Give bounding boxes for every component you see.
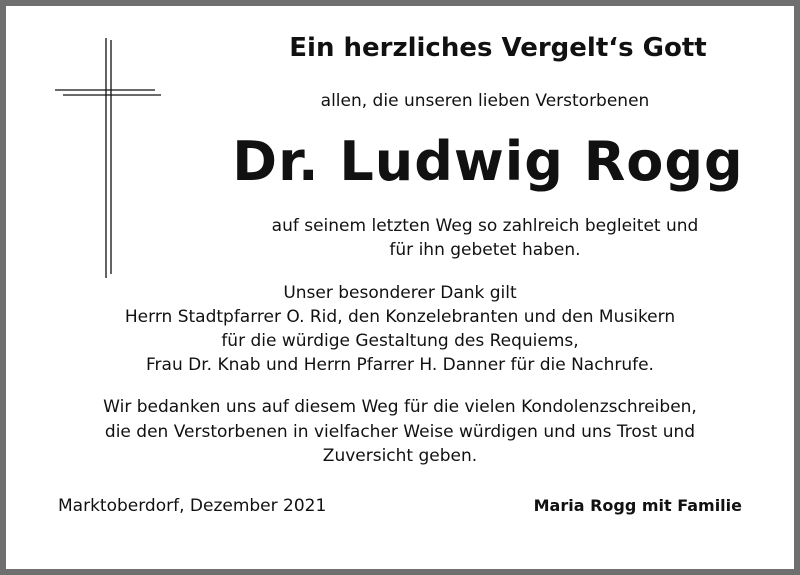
place-and-date: Marktoberdorf, Dezember 2021 <box>58 496 327 516</box>
family-signature: Maria Rogg mit Familie <box>533 496 742 515</box>
thanks-line-4: Frau Dr. Knab und Herrn Pfarrer H. Danner für die Nachrufe. <box>146 355 654 375</box>
follow-line-2: für ihn gebetet haben. <box>389 240 581 260</box>
condolences-line-2: die den Verstorbenen in vielfacher Weise würdigen und uns Trost und <box>104 422 696 442</box>
follow-line-1: auf seinem letzten Weg so zahlreich begleitet und <box>271 216 699 236</box>
deceased-name: Dr. Ludwig Rogg <box>232 130 744 193</box>
notice-heading: Ein herzliches Vergelt‘s Gott <box>289 33 707 63</box>
thanks-line-2: Herrn Stadtpfarrer O. Rid, den Konzelebranten und den Musikern <box>124 307 676 327</box>
condolences-line-3: Zuversicht geben. <box>322 446 478 466</box>
notice-intro: allen, die unseren lieben Verstorbenen <box>320 91 650 111</box>
thanks-line-1: Unser besonderer Dank gilt <box>283 283 517 303</box>
thanks-line-3: für die würdige Gestaltung des Requiems, <box>221 331 579 351</box>
condolences-line-1: Wir bedanken uns auf diesem Weg für die vielen Kondolenzschreiben, <box>103 397 697 417</box>
cross-icon <box>55 38 165 278</box>
